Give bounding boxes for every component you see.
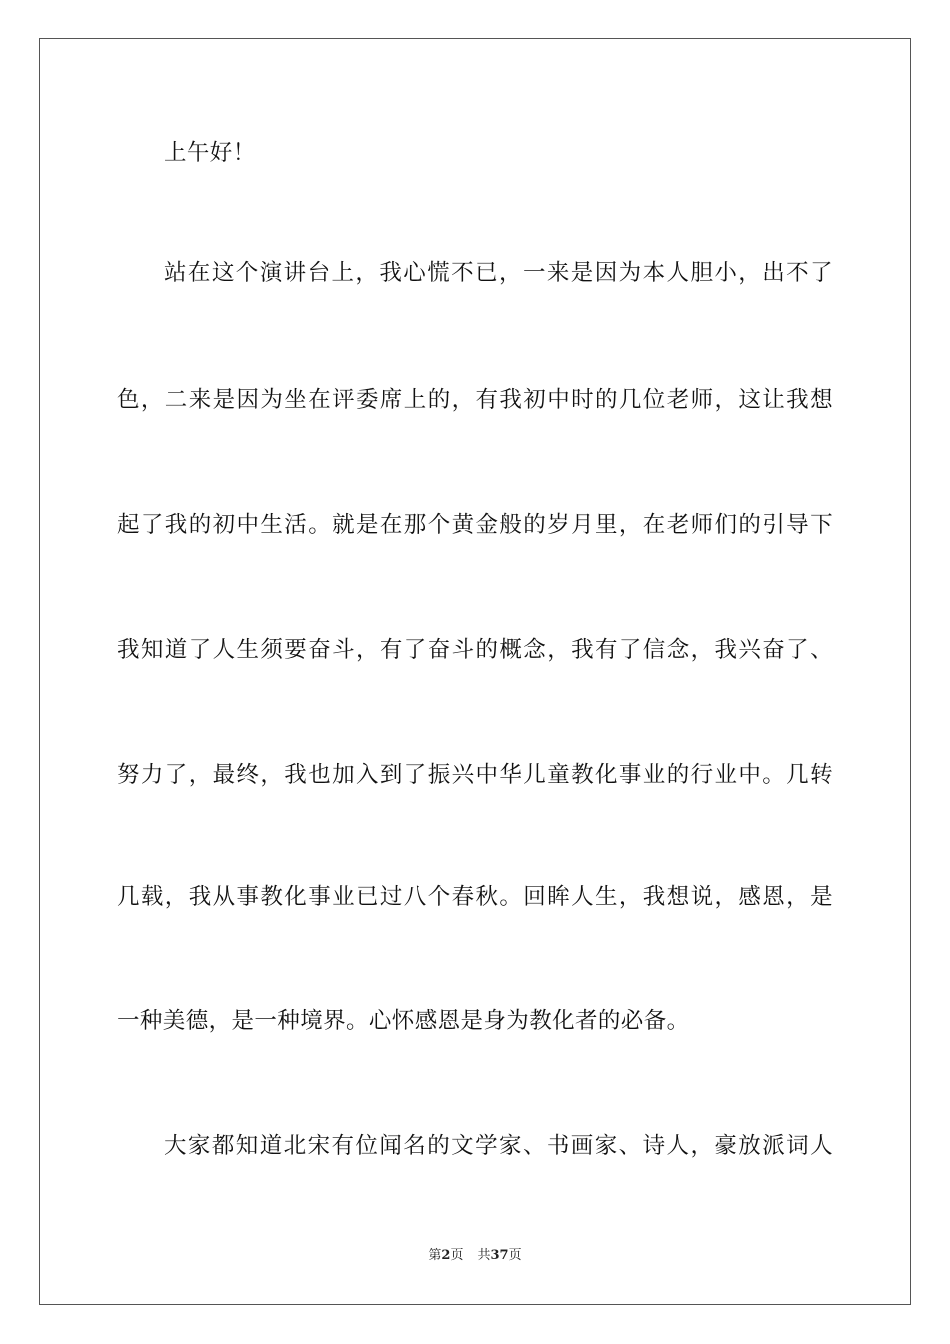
body-line-6: 几载，我从事教化事业已过八个春秋。回眸人生，我想说，感恩，是 [117,884,833,910]
page-prefix: 第 [428,1248,442,1263]
page-border [39,38,911,1305]
total-suffix: 页 [508,1248,522,1263]
total-pages: 37 [490,1248,509,1263]
page-number: 2 [441,1248,451,1263]
body-line-7: 一种美德，是一种境界。心怀感恩是身为教化者的必备。 [117,1008,690,1034]
total-prefix: 共 [477,1248,491,1263]
body-line-4: 我知道了人生须要奋斗，有了奋斗的概念，我有了信念，我兴奋了、 [117,637,833,663]
body-line-2: 色，二来是因为坐在评委席上的，有我初中时的几位老师，这让我想 [117,387,833,413]
body-line-3: 起了我的初中生活。就是在那个黄金般的岁月里，在老师们的引导下 [117,512,833,538]
body-line-5: 努力了，最终，我也加入到了振兴中华儿童教化事业的行业中。几转 [117,762,833,788]
greeting-line: 上午好！ [164,140,256,166]
page-footer [0,1247,950,1265]
page-suffix: 页 [450,1248,464,1263]
body-line-1: 站在这个演讲台上，我心慌不已，一来是因为本人胆小，出不了 [164,260,833,286]
body-line-8: 大家都知道北宋有位闻名的文学家、书画家、诗人，豪放派词人 [164,1133,833,1159]
